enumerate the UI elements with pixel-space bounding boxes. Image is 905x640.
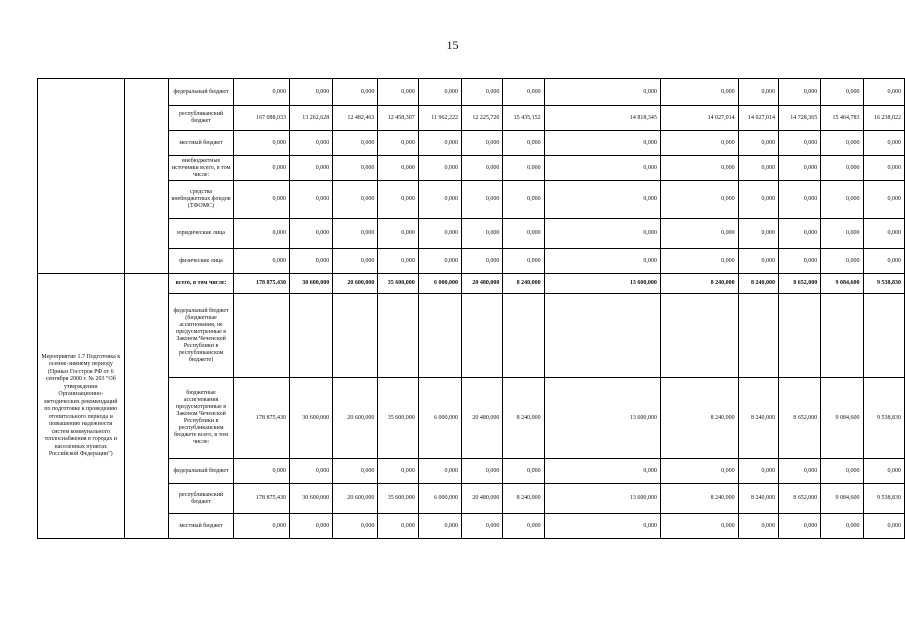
amount-cell: 0,000 [503, 459, 544, 484]
amount-cell: 0,000 [378, 156, 418, 181]
amount-cell: 0,000 [378, 459, 418, 484]
amount-cell: 0,000 [418, 131, 461, 156]
amount-cell: 30 600,000 [289, 484, 332, 514]
amount-cell: 0,000 [821, 156, 863, 181]
amount-cell: 0,000 [462, 131, 503, 156]
amount-cell: 0,000 [503, 181, 544, 219]
amount-cell: 20 600,000 [333, 484, 378, 514]
amount-cell: 0,000 [660, 249, 738, 274]
amount-cell: 8 240,000 [738, 378, 778, 459]
amount-cell: 0,000 [418, 249, 461, 274]
amount-cell: 6 000,000 [418, 484, 461, 514]
amount-cell: 0,000 [503, 514, 544, 539]
amount-cell: 0,000 [418, 459, 461, 484]
amount-cell: 6 000,000 [418, 378, 461, 459]
amount-cell [544, 294, 660, 378]
amount-cell: 0,000 [418, 219, 461, 249]
amount-cell: 0,000 [503, 249, 544, 274]
amount-cell [378, 294, 418, 378]
amount-cell: 0,000 [289, 459, 332, 484]
table-row [38, 378, 905, 459]
amount-cell: 0,000 [821, 219, 863, 249]
amount-cell: 0,000 [418, 181, 461, 219]
amount-cell: 0,000 [289, 514, 332, 539]
amount-cell: 0,000 [738, 156, 778, 181]
table-row [38, 274, 905, 294]
amount-cell: 0,000 [778, 219, 820, 249]
amount-cell: 0,000 [863, 249, 904, 274]
amount-cell: 0,000 [462, 249, 503, 274]
amount-cell: 30 600,000 [289, 378, 332, 459]
amount-cell: 178 875,430 [234, 484, 290, 514]
amount-cell: 8 240,000 [738, 484, 778, 514]
amount-cell: 0,000 [333, 79, 378, 106]
amount-cell: 15 464,783 [821, 106, 863, 131]
amount-cell: 0,000 [544, 514, 660, 539]
executor-cell-empty [124, 79, 168, 274]
amount-cell: 12 482,463 [333, 106, 378, 131]
amount-cell: 0,000 [333, 131, 378, 156]
amount-cell: 0,000 [738, 219, 778, 249]
amount-cell: 0,000 [544, 79, 660, 106]
funding-source: республиканский бюджет [168, 484, 233, 514]
amount-cell: 13 600,000 [544, 378, 660, 459]
amount-cell: 0,000 [821, 514, 863, 539]
amount-cell: 0,000 [738, 514, 778, 539]
funding-source: бюджетные ассигнования предусмотренные в Законом Чеченской Республики в республиканским бюджете всего, в том числе: [168, 378, 233, 459]
measure-name: Мероприятие 1.7 Подготовка к осенне-зимнему периоду (Приказ Госстроя РФ от 6 сентября 2000 г. № 203 "Об утверждении Организационно-методических рекомендаций по подготовке к проведению отопительного периода и повышению надежности систем коммунального теплоснабжения в городах и населенных пунктах Российской Федерации") [38, 274, 125, 539]
amount-cell: 9 084,600 [821, 274, 863, 294]
amount-cell: 6 000,000 [418, 274, 461, 294]
amount-cell: 178 875,430 [234, 274, 290, 294]
amount-cell: 0,000 [778, 459, 820, 484]
amount-cell [863, 294, 904, 378]
amount-cell: 0,000 [234, 459, 290, 484]
amount-cell: 0,000 [821, 79, 863, 106]
amount-cell: 0,000 [418, 156, 461, 181]
amount-cell: 0,000 [778, 156, 820, 181]
amount-cell: 0,000 [234, 181, 290, 219]
amount-cell: 20 480,000 [462, 484, 503, 514]
amount-cell [660, 294, 738, 378]
amount-cell: 0,000 [863, 181, 904, 219]
funding-source: внебюджетные источники всего, в том числе: [168, 156, 233, 181]
amount-cell: 0,000 [660, 181, 738, 219]
table-row [38, 131, 905, 156]
table-row [38, 514, 905, 539]
amount-cell: 0,000 [738, 249, 778, 274]
funding-source: местный бюджет [168, 514, 233, 539]
amount-cell: 0,000 [544, 219, 660, 249]
amount-cell: 0,000 [462, 514, 503, 539]
amount-cell: 0,000 [234, 131, 290, 156]
amount-cell: 0,000 [738, 459, 778, 484]
amount-cell: 0,000 [863, 219, 904, 249]
funding-source: местный бюджет [168, 131, 233, 156]
amount-cell [821, 294, 863, 378]
amount-cell: 35 600,000 [378, 274, 418, 294]
amount-cell: 0,000 [738, 79, 778, 106]
amount-cell: 0,000 [821, 249, 863, 274]
table-row [38, 181, 905, 219]
amount-cell: 0,000 [738, 131, 778, 156]
amount-cell: 0,000 [660, 459, 738, 484]
funding-source: физические лица [168, 249, 233, 274]
amount-cell: 0,000 [333, 514, 378, 539]
amount-cell: 8 240,000 [503, 484, 544, 514]
amount-cell: 13 600,000 [544, 274, 660, 294]
amount-cell: 8 240,000 [738, 274, 778, 294]
amount-cell: 0,000 [234, 219, 290, 249]
amount-cell: 8 240,000 [503, 274, 544, 294]
amount-cell: 0,000 [660, 79, 738, 106]
amount-cell: 0,000 [378, 79, 418, 106]
amount-cell: 35 600,000 [378, 378, 418, 459]
amount-cell: 0,000 [289, 219, 332, 249]
amount-cell: 0,000 [289, 249, 332, 274]
amount-cell [503, 294, 544, 378]
amount-cell: 0,000 [778, 131, 820, 156]
table-row [38, 484, 905, 514]
amount-cell: 9 538,830 [863, 274, 904, 294]
amount-cell: 0,000 [778, 514, 820, 539]
amount-cell: 8 652,000 [778, 274, 820, 294]
amount-cell: 0,000 [462, 79, 503, 106]
amount-cell: 0,000 [333, 156, 378, 181]
amount-cell: 0,000 [333, 249, 378, 274]
amount-cell: 0,000 [289, 156, 332, 181]
amount-cell: 0,000 [660, 156, 738, 181]
amount-cell: 0,000 [778, 249, 820, 274]
amount-cell: 0,000 [289, 79, 332, 106]
amount-cell: 0,000 [544, 181, 660, 219]
amount-cell: 0,000 [289, 181, 332, 219]
amount-cell: 35 600,000 [378, 484, 418, 514]
measure-cell-empty [38, 79, 125, 274]
amount-cell: 15 435,152 [503, 106, 544, 131]
amount-cell: 12 225,720 [462, 106, 503, 131]
amount-cell: 8 652,000 [778, 378, 820, 459]
amount-cell: 0,000 [333, 181, 378, 219]
amount-cell: 0,000 [821, 131, 863, 156]
table-row [38, 79, 905, 106]
amount-cell: 8 240,000 [660, 484, 738, 514]
amount-cell: 12 458,307 [378, 106, 418, 131]
amount-cell: 0,000 [738, 181, 778, 219]
amount-cell: 0,000 [863, 459, 904, 484]
amount-cell [462, 294, 503, 378]
funding-source: средства внебюджетных фондов (ТФОМС) [168, 181, 233, 219]
funding-source: республиканский бюджет [168, 106, 233, 131]
amount-cell: 0,000 [462, 219, 503, 249]
amount-cell: 14 728,365 [778, 106, 820, 131]
amount-cell: 0,000 [503, 219, 544, 249]
amount-cell [418, 294, 461, 378]
amount-cell: 30 600,000 [289, 274, 332, 294]
table-row [38, 294, 905, 378]
amount-cell: 0,000 [821, 181, 863, 219]
amount-cell: 20 480,000 [462, 378, 503, 459]
amount-cell: 9 084,600 [821, 484, 863, 514]
amount-cell: 0,000 [462, 181, 503, 219]
amount-cell: 8 240,000 [503, 378, 544, 459]
amount-cell: 0,000 [863, 514, 904, 539]
amount-cell: 14 027,014 [660, 106, 738, 131]
amount-cell: 167 088,033 [234, 106, 290, 131]
amount-cell: 0,000 [234, 514, 290, 539]
amount-cell: 0,000 [821, 459, 863, 484]
amount-cell: 0,000 [462, 156, 503, 181]
amount-cell: 0,000 [503, 79, 544, 106]
funding-source: всего, в том числе: [168, 274, 233, 294]
funding-source: федеральный бюджет [168, 79, 233, 106]
amount-cell: 0,000 [234, 156, 290, 181]
table-row [38, 219, 905, 249]
amount-cell: 0,000 [503, 131, 544, 156]
amount-cell: 14 818,345 [544, 106, 660, 131]
amount-cell: 8 240,000 [660, 378, 738, 459]
amount-cell: 0,000 [378, 181, 418, 219]
executor-cell-empty [124, 274, 168, 539]
amount-cell: 0,000 [660, 219, 738, 249]
amount-cell: 0,000 [544, 131, 660, 156]
table-row [38, 106, 905, 131]
amount-cell: 20 480,000 [462, 274, 503, 294]
amount-cell [234, 294, 290, 378]
amount-cell [333, 294, 378, 378]
amount-cell: 0,000 [778, 181, 820, 219]
amount-cell: 0,000 [863, 131, 904, 156]
amount-cell: 178 875,430 [234, 378, 290, 459]
amount-cell: 0,000 [289, 131, 332, 156]
amount-cell: 0,000 [378, 219, 418, 249]
amount-cell: 0,000 [378, 514, 418, 539]
amount-cell: 9 084,600 [821, 378, 863, 459]
funding-source: юридические лица [168, 219, 233, 249]
page-number: 15 [446, 38, 459, 52]
table-row [38, 249, 905, 274]
budget-table [37, 78, 905, 539]
amount-cell: 0,000 [544, 249, 660, 274]
amount-cell [778, 294, 820, 378]
amount-cell: 0,000 [660, 131, 738, 156]
amount-cell: 8 652,000 [778, 484, 820, 514]
amount-cell: 0,000 [234, 249, 290, 274]
amount-cell: 9 538,830 [863, 484, 904, 514]
amount-cell: 0,000 [333, 459, 378, 484]
amount-cell: 20 600,000 [333, 378, 378, 459]
amount-cell: 9 538,830 [863, 378, 904, 459]
amount-cell: 0,000 [503, 156, 544, 181]
amount-cell: 0,000 [544, 459, 660, 484]
amount-cell: 0,000 [462, 459, 503, 484]
amount-cell: 16 238,022 [863, 106, 904, 131]
amount-cell: 0,000 [378, 249, 418, 274]
amount-cell: 0,000 [863, 79, 904, 106]
amount-cell: 0,000 [418, 79, 461, 106]
amount-cell: 0,000 [378, 131, 418, 156]
amount-cell: 0,000 [544, 156, 660, 181]
funding-source: федеральный бюджет [168, 459, 233, 484]
amount-cell: 11 962,222 [418, 106, 461, 131]
amount-cell: 14 027,014 [738, 106, 778, 131]
amount-cell: 0,000 [234, 79, 290, 106]
table-row [38, 156, 905, 181]
amount-cell: 0,000 [863, 156, 904, 181]
amount-cell: 8 240,000 [660, 274, 738, 294]
amount-cell: 0,000 [778, 79, 820, 106]
amount-cell: 0,000 [660, 514, 738, 539]
amount-cell: 0,000 [333, 219, 378, 249]
funding-source: федеральный бюджет (бюджетные ассигнования, не предусмотренные в Законом Чеченской Республики в республиканском бюджете) [168, 294, 233, 378]
amount-cell: 13 262,628 [289, 106, 332, 131]
amount-cell: 0,000 [418, 514, 461, 539]
amount-cell [738, 294, 778, 378]
table-row [38, 459, 905, 484]
amount-cell: 13 600,000 [544, 484, 660, 514]
amount-cell [289, 294, 332, 378]
amount-cell: 20 600,000 [333, 274, 378, 294]
